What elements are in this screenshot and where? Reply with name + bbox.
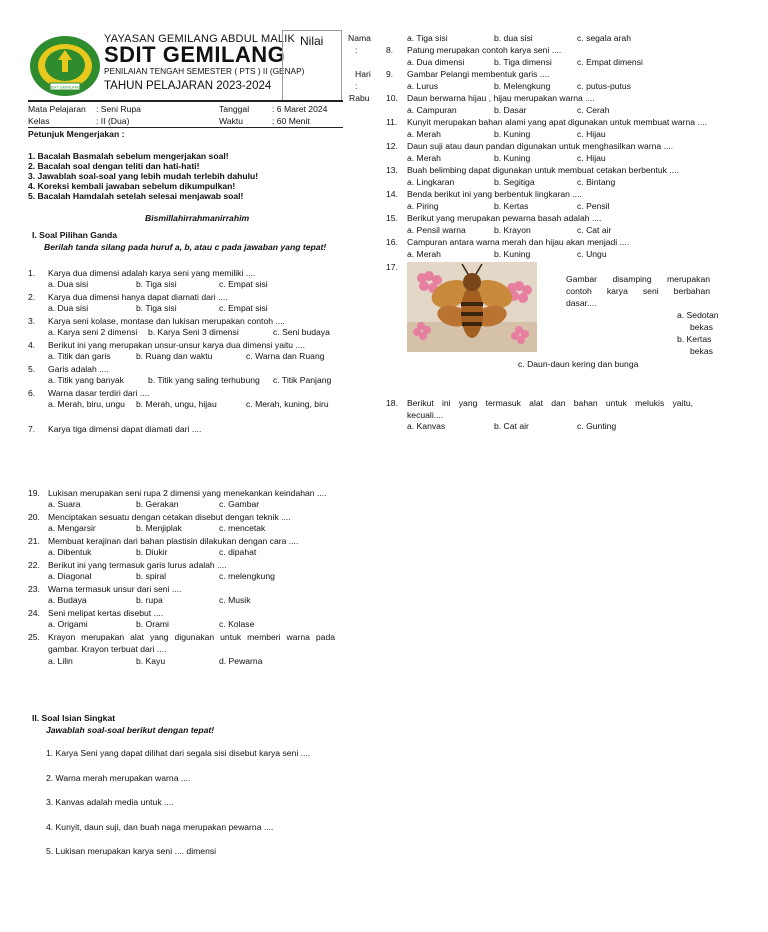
- time-label: Waktu: [219, 116, 244, 126]
- answer-option: c. melengkung: [219, 571, 275, 581]
- question-text: Lukisan merupakan seni rupa 2 dimensi yang menekankan keindahan ....: [48, 488, 327, 498]
- question-number: 2.: [28, 292, 36, 302]
- answer-option: a. Merah: [407, 153, 441, 163]
- instruction-item: 3. Jawablah soal-soal yang lebih mudah terlebih dahulu!: [28, 171, 259, 181]
- question-number: 14.: [386, 189, 398, 199]
- answer-option: c. Bintang: [577, 177, 616, 187]
- q17-caption-line: dasar....: [566, 298, 597, 308]
- question-number: 11.: [386, 117, 398, 127]
- answer-option: c. putus-putus: [577, 81, 631, 91]
- answer-option: c. Hijau: [577, 129, 606, 139]
- answer-option: a. Lingkaran: [407, 177, 455, 187]
- answer-option: b. Tiga dimensi: [494, 57, 552, 67]
- name-colon: :: [355, 45, 358, 55]
- section1-subtitle: Berilah tanda silang pada huruf a, b, atau c pada jawaban yang tepat!: [44, 242, 327, 252]
- subject-value: : Seni Rupa: [96, 104, 141, 114]
- answer-option: b. dua sisi: [494, 33, 533, 43]
- exam-name: PENILAIAN TENGAH SEMESTER ( PTS ) II (GENAP): [104, 66, 305, 76]
- answer-option: a. Tiga sisi: [407, 33, 448, 43]
- question-text: Berikut yang merupakan pewarna basah adalah ....: [407, 213, 602, 223]
- answer-option: a. Origami: [48, 619, 88, 629]
- answer-option: a. Dibentuk: [48, 547, 92, 557]
- question-text: Menciptakan sesuatu dengan cetakan disebut dengan teknik ....: [48, 512, 291, 522]
- answer-option: a. Titik dan garis: [48, 351, 111, 361]
- answer-option: a. Lurus: [407, 81, 439, 91]
- answer-option: c. Gunting: [577, 421, 617, 431]
- question-text: Membuat kerajinan dari bahan plastisin dilakukan dengan cara ....: [48, 536, 299, 546]
- answer-option: a. Kanvas: [407, 421, 446, 431]
- day-colon: :: [355, 81, 358, 91]
- answer-option: c. Pensil: [577, 201, 610, 211]
- answer-option: b. Kertas: [677, 334, 712, 344]
- subject-label: Mata Pelajaran: [28, 104, 86, 114]
- question-text: Patung merupakan contoh karya seni ....: [407, 45, 562, 55]
- info-divider: [28, 127, 343, 128]
- question-number: 5.: [28, 364, 36, 374]
- answer-option: c. mencetak: [219, 523, 266, 533]
- answer-option: c. segala arah: [577, 33, 631, 43]
- question-number: 21.: [28, 536, 40, 546]
- answer-option: b. Merah, ungu, hijau: [136, 399, 217, 409]
- question-text: Berikut ini yang merupakan unsur-unsur karya dua dimensi yaitu ....: [48, 340, 305, 350]
- academic-year: TAHUN PELAJARAN 2023-2024: [104, 80, 272, 92]
- class-value: : II (Dua): [96, 116, 130, 126]
- question-text: Krayon merupakan alat yang digunakan untuk memberi warna pada: [48, 632, 335, 642]
- answer-option: c. Merah, kuning, biru: [246, 399, 329, 409]
- question-text: Campuran antara warna merah dan hijau akan menjadi ....: [407, 237, 630, 247]
- answer-option: c. Gambar: [219, 499, 260, 509]
- answer-option: b. Kayu: [136, 656, 166, 666]
- answer-option: a. Pensil warna: [407, 225, 466, 235]
- question-number: 10.: [386, 93, 398, 103]
- answer-option: a. Piring: [407, 201, 439, 211]
- answer-option: b. Karya Seni 3 dimensi: [148, 327, 239, 337]
- question-text: Garis adalah ....: [48, 364, 109, 374]
- question-number: 23.: [28, 584, 40, 594]
- essay-question: 2. Warna merah merupakan warna ....: [46, 773, 191, 783]
- question-text: Berikut ini yang termasuk garis lurus adalah ....: [48, 560, 227, 570]
- answer-option: bekas: [690, 322, 713, 332]
- essay-question: 5. Lukisan merupakan karya seni .... dimensi: [46, 846, 217, 856]
- answer-option: a. Merah: [407, 249, 441, 259]
- answer-option: b. Menjiplak: [136, 523, 182, 533]
- answer-option: b. Melengkung: [494, 81, 551, 91]
- answer-option: b. rupa: [136, 595, 163, 605]
- question-number: 9.: [386, 69, 394, 79]
- answer-option: a. Campuran: [407, 105, 457, 115]
- question-number: 1.: [28, 268, 36, 278]
- answer-option: b. Segitiga: [494, 177, 535, 187]
- answer-option: b. Ruang dan waktu: [136, 351, 213, 361]
- question-text: Karya tiga dimensi dapat diamati dari ....: [48, 424, 202, 434]
- instruction-item: 2. Bacalah soal dengan teliti dan hati-hati!: [28, 161, 200, 171]
- answer-option: a. Dua dimensi: [407, 57, 465, 67]
- date-value: : 6 Maret 2024: [272, 104, 328, 114]
- question-text: Buah belimbing dapat digunakan untuk membuat cetakan berbentuk ....: [407, 165, 679, 175]
- answer-option: a. Dua sisi: [48, 303, 89, 313]
- essay-question: 4. Kunyit, daun suji, dan buah naga merupakan pewarna ....: [46, 822, 274, 832]
- score-label: Nilai: [300, 34, 324, 48]
- instruction-item: 4. Koreksi kembali jawaban sebelum dikumpulkan!: [28, 181, 236, 191]
- question-number: 22.: [28, 560, 40, 570]
- question-number: 20.: [28, 512, 40, 522]
- q17-caption-line: Gambar disamping merupakan: [566, 274, 710, 284]
- answer-option: c. Cat air: [577, 225, 612, 235]
- answer-option: a. Merah, biru, ungu: [48, 399, 125, 409]
- question-number: 18.: [386, 398, 398, 408]
- question-number: 8.: [386, 45, 394, 55]
- question-text: Karya dua dimensi hanya dapat diamati dari ....: [48, 292, 228, 302]
- question-number: 7.: [28, 424, 36, 434]
- question-text: Daun berwarna hijau , hijau merupakan warna ....: [407, 93, 595, 103]
- question-number: 6.: [28, 388, 36, 398]
- school-logo: [28, 30, 102, 98]
- question-text: Berikut ini yang termasuk alat dan bahan untuk melukis yaitu,: [407, 398, 693, 408]
- answer-option: c. Titik Panjang: [273, 375, 332, 385]
- answer-option: c. Daun-daun kering dan bunga: [518, 359, 639, 369]
- question-number: 16.: [386, 237, 398, 247]
- answer-option: b. Kuning: [494, 153, 531, 163]
- answer-option: c. Seni budaya: [273, 327, 330, 337]
- instructions-title: Petunjuk Mengerjakan :: [28, 129, 125, 139]
- answer-option: b. Dasar: [494, 105, 527, 115]
- question-number: 24.: [28, 608, 40, 618]
- question-text: Seni melipat kertas disebut ....: [48, 608, 164, 618]
- leaf-bee-collage-image: [407, 262, 537, 352]
- section2-title: II. Soal Isian Singkat: [32, 713, 116, 723]
- section1-title: I. Soal Pilihan Ganda: [32, 230, 118, 240]
- question-text: Daun suji atau daun pandan digunakan untuk menghasilkan warna ....: [407, 141, 674, 151]
- section2-subtitle: Jawablah soal-soal berikut dengan tepat!: [46, 725, 215, 735]
- answer-option: b. Kuning: [494, 129, 531, 139]
- answer-option: a. Mengarsir: [48, 523, 96, 533]
- essay-question: 3. Kanvas adalah media untuk ....: [46, 797, 174, 807]
- question-number: 15.: [386, 213, 398, 223]
- answer-option: b. Tiga sisi: [136, 303, 177, 313]
- answer-option: c. Warna dan Ruang: [246, 351, 325, 361]
- day-value: Rabu: [349, 93, 370, 103]
- question-text: Kunyit merupakan bahan alami yang apat digunakan untuk membuat warna ....: [407, 117, 708, 127]
- question-text: Warna termasuk unsur dari seni ....: [48, 584, 182, 594]
- q17-caption-line: contoh karya seni berbahan: [566, 286, 710, 296]
- answer-option: b. Orami: [136, 619, 169, 629]
- answer-option: bekas: [690, 346, 713, 356]
- answer-option: a. Lilin: [48, 656, 73, 666]
- answer-option: c. Empat dimensi: [577, 57, 643, 67]
- class-label: Kelas: [28, 116, 50, 126]
- question-number: 19.: [28, 488, 40, 498]
- answer-option: b. Krayon: [494, 225, 531, 235]
- answer-option: c. Musik: [219, 595, 251, 605]
- answer-option: a. Suara: [48, 499, 81, 509]
- answer-option: b. Gerakan: [136, 499, 179, 509]
- answer-option: a. Diagonal: [48, 571, 92, 581]
- question-number: 4.: [28, 340, 36, 350]
- question-text: Gambar Pelangi membentuk garis ....: [407, 69, 550, 79]
- answer-option: b. spiral: [136, 571, 167, 581]
- answer-option: c. Kolase: [219, 619, 255, 629]
- question-number: 17.: [386, 262, 398, 272]
- answer-option: c. Ungu: [577, 249, 607, 259]
- foundation-name: YAYASAN GEMILANG ABDUL MALIK: [104, 33, 296, 45]
- question-text: kecuali....: [407, 410, 444, 420]
- answer-option: a. Titik yang banyak: [48, 375, 124, 385]
- question-text: Karya seni kolase, montase dan lukisan merupakan contoh ....: [48, 316, 285, 326]
- question-text: gambar. Krayon terbuat dari ....: [48, 644, 167, 654]
- answer-option: a. Budaya: [48, 595, 87, 605]
- answer-option: c. Empat sisi: [219, 303, 268, 313]
- question-number: 3.: [28, 316, 36, 326]
- name-label: Nama: [348, 33, 371, 43]
- answer-option: d. Pewarna: [219, 656, 263, 666]
- answer-option: b. Tiga sisi: [136, 279, 177, 289]
- answer-option: b. Cat air: [494, 421, 529, 431]
- answer-option: b. Kertas: [494, 201, 529, 211]
- answer-option: a. Dua sisi: [48, 279, 89, 289]
- question-text: Benda berikut ini yang berbentuk lingkaran ....: [407, 189, 582, 199]
- header-divider: [28, 100, 343, 102]
- date-label: Tanggal: [219, 104, 250, 114]
- instruction-item: 5. Bacalah Hamdalah setelah selesai menjawab soal!: [28, 191, 244, 201]
- question-number: 25.: [28, 632, 40, 642]
- answer-option: c. Empat sisi: [219, 279, 268, 289]
- answer-option: c. Cerah: [577, 105, 610, 115]
- answer-option: a. Karya seni 2 dimensi: [48, 327, 138, 337]
- answer-option: b. Diukir: [136, 547, 168, 557]
- bismillah: Bismillahirrahmanirrahim: [145, 213, 250, 223]
- question-number: 13.: [386, 165, 398, 175]
- time-value: : 60 Menit: [272, 116, 310, 126]
- school-name: SDIT GEMILANG: [104, 42, 286, 67]
- question-text: Karya dua dimensi adalah karya seni yang memiliki ....: [48, 268, 256, 278]
- essay-question: 1. Karya Seni yang dapat dilihat dari segala sisi disebut karya seni ....: [46, 748, 311, 758]
- instruction-item: 1. Bacalah Basmalah sebelum mengerjakan soal!: [28, 151, 229, 161]
- day-label: Hari: [355, 69, 371, 79]
- answer-option: b. Kuning: [494, 249, 531, 259]
- answer-option: c. Hijau: [577, 153, 606, 163]
- answer-option: b. Titik yang saling terhubung: [148, 375, 260, 385]
- answer-option: c. dipahat: [219, 547, 257, 557]
- question-number: 12.: [386, 141, 398, 151]
- answer-option: a. Merah: [407, 129, 441, 139]
- answer-option: a. Sedotan: [677, 310, 719, 320]
- question-text: Warna dasar terdiri dari ....: [48, 388, 150, 398]
- logo-text: SDIT GEMILANG: [49, 84, 81, 90]
